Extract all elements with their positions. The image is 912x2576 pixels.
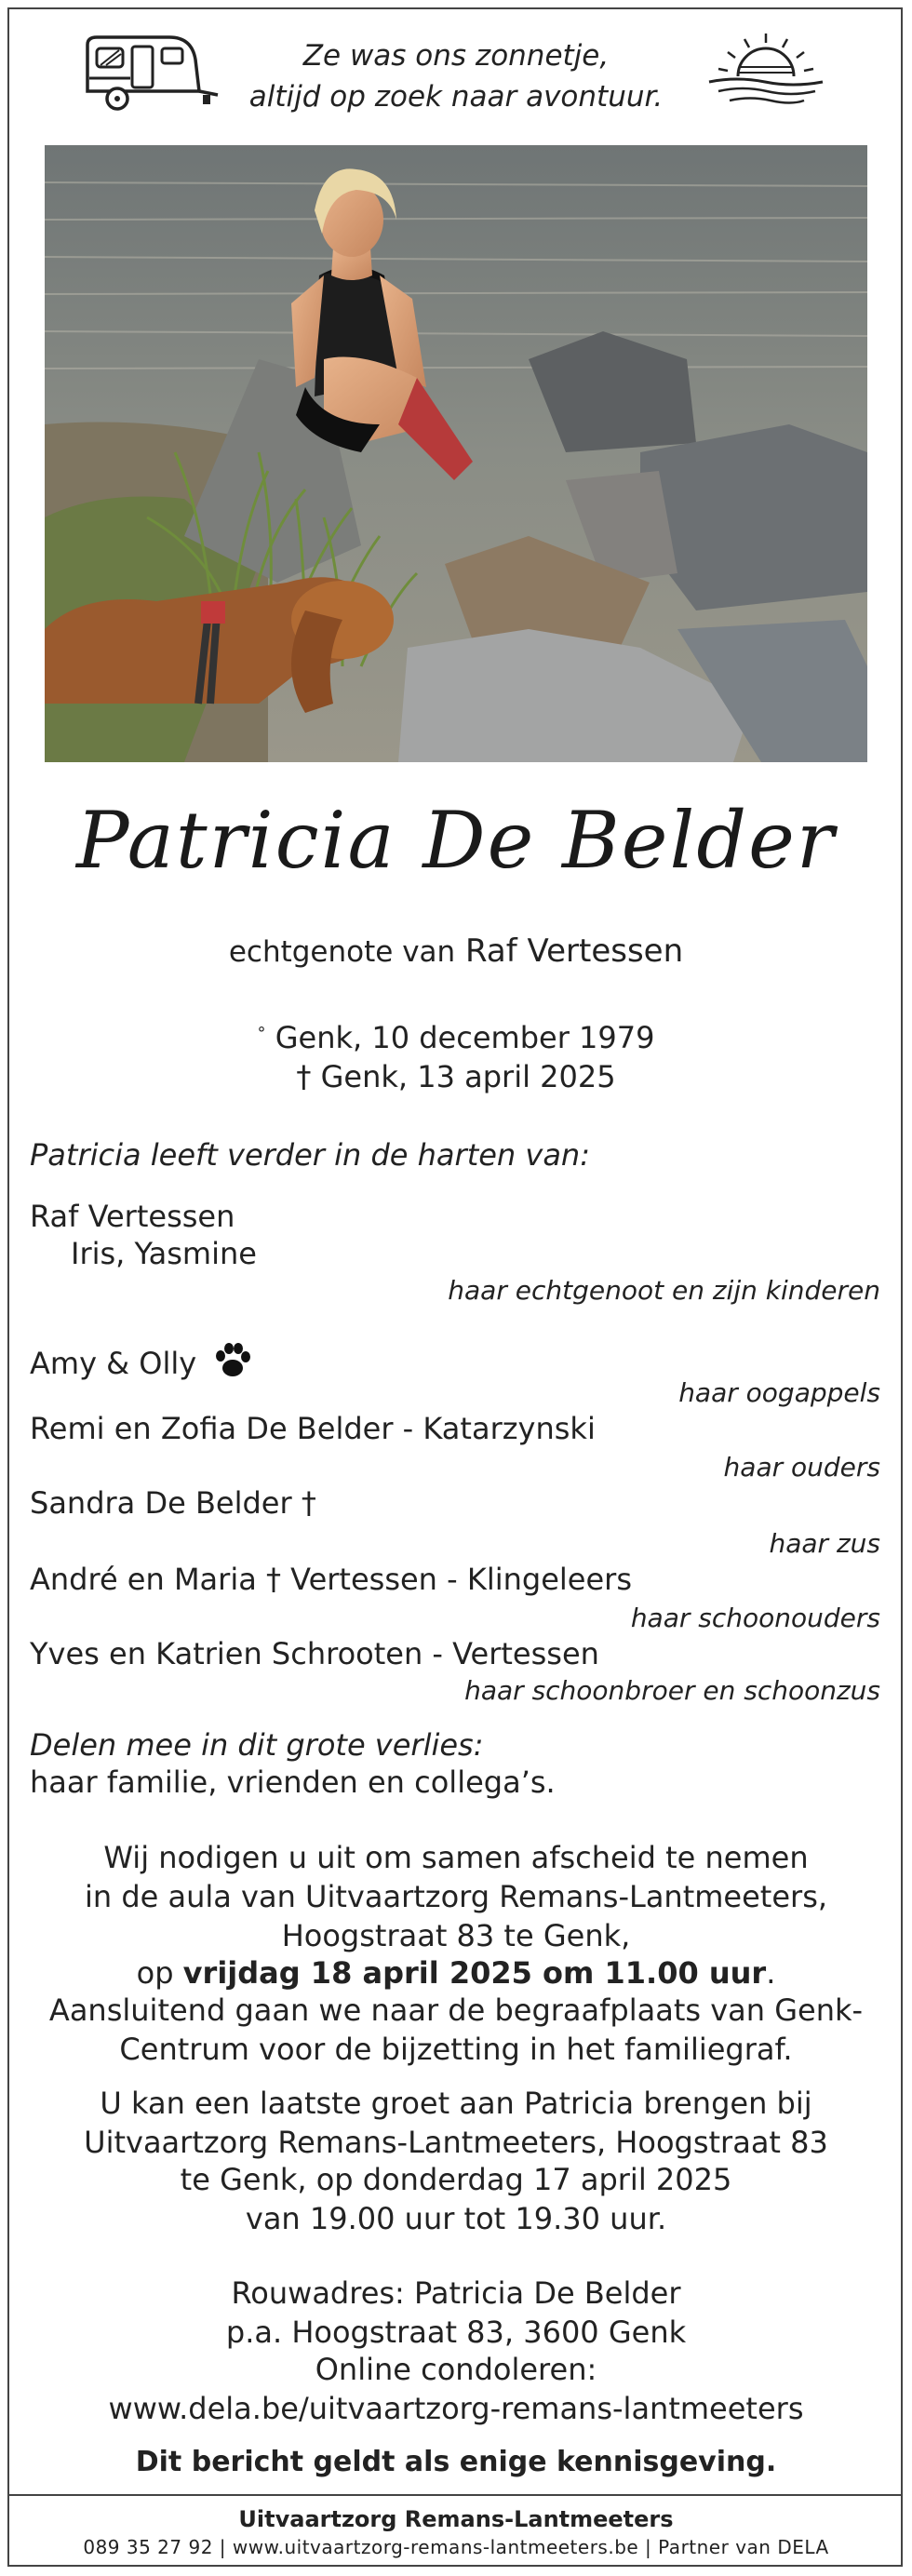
mourner-parents: Remi en Zofia De Belder - Katarzynski — [30, 1411, 596, 1446]
relation-1: haar echtgenoot en zijn kinderen — [448, 1275, 880, 1306]
spouse-label: echtgenote van — [228, 935, 456, 969]
birth-symbol: ° — [257, 1024, 266, 1043]
paw-icon — [211, 1340, 254, 1381]
mourner-raf: Raf Vertessen — [30, 1199, 235, 1234]
visit-line-4: van 19.00 uur tot 19.30 uur. — [245, 2201, 667, 2236]
mourner-kids: Iris, Yasmine — [71, 1236, 257, 1271]
footer-divider — [9, 2494, 903, 2496]
condolence-link[interactable]: www.dela.be/uitvaartzorg-remans-lantmeeters — [108, 2391, 804, 2426]
funeral-company: Uitvaartzorg Remans-Lantmeeters — [238, 2506, 674, 2532]
sunset-icon — [705, 30, 826, 114]
funeral-contact: 089 35 27 92 | www.uitvaartzorg-remans-lantmeeters.be | Partner van DELA — [83, 2536, 829, 2558]
ceremony-op: op — [136, 1955, 174, 1991]
birth-date: Genk, 10 december 1979 — [275, 1020, 655, 1055]
cross-icon: † — [296, 1059, 312, 1094]
motto-line-1: Ze was ons zonnetje, — [302, 39, 610, 73]
address-line-1: Rouwadres: Patricia De Belder — [231, 2275, 681, 2311]
ceremony-line-1: Wij nodigen u uit om samen afscheid te nemen — [103, 1840, 809, 1875]
notice-text: Dit bericht geldt als enige kennisgeving. — [135, 2446, 777, 2478]
mourner-sister-text: Sandra De Belder — [30, 1485, 292, 1521]
motto-line-2: altijd op zoek naar avontuur. — [248, 80, 664, 114]
share-intro: Delen mee in dit grote verlies: — [30, 1727, 484, 1763]
death-date: Genk, 13 april 2025 — [320, 1059, 616, 1094]
mourner-brother-in-law: Yves en Katrien Schrooten - Vertessen — [30, 1636, 599, 1671]
ceremony-line-2: in de aula van Uitvaartzorg Remans-Lantmeeters, — [84, 1879, 828, 1914]
birth-line — [0, 1020, 912, 1055]
ceremony-line-4 — [0, 1954, 912, 1992]
ceremony-dot: . — [766, 1955, 776, 1991]
mourner-inlaws-text: André en Maria — [30, 1562, 257, 1597]
share-text: haar familie, vrienden en collega’s. — [30, 1764, 556, 1800]
cross-icon: † — [301, 1485, 316, 1521]
relation-6: haar schoonbroer en schoonzus — [464, 1675, 880, 1706]
visit-line-1: U kan een laatste groet aan Patricia brengen bij — [100, 2086, 812, 2121]
address-line-3: Online condoleren: — [315, 2352, 597, 2387]
visit-line-3: te Genk, op donderdag 17 april 2025 — [180, 2162, 732, 2197]
relation-2: haar oogappels — [678, 1377, 880, 1408]
mourner-pets — [30, 1340, 254, 1381]
spouse-name: Raf Vertessen — [465, 932, 684, 970]
relation-5: haar schoonouders — [630, 1603, 880, 1633]
relation-3: haar ouders — [723, 1452, 880, 1483]
ceremony-line-6: Centrum voor de bijzetting in het familiegraf. — [119, 2032, 793, 2067]
portrait-photo — [45, 145, 867, 762]
mourner-pets-text: Amy & Olly — [30, 1346, 197, 1381]
mourners-intro: Patricia leeft verder in de harten van: — [30, 1137, 590, 1173]
mourner-inlaws-text-2: Vertessen - Klingeleers — [290, 1562, 632, 1597]
visit-line-2: Uitvaartzorg Remans-Lantmeeters, Hoogstraat 83 — [84, 2125, 828, 2160]
ceremony-line-3: Hoogstraat 83 te Genk, — [281, 1918, 631, 1953]
deceased-name: Patricia De Belder — [76, 795, 836, 886]
cross-icon: † — [265, 1562, 281, 1597]
mourner-inlaws — [30, 1562, 632, 1597]
address-line-2: p.a. Hoogstraat 83, 3600 Genk — [225, 2314, 687, 2350]
spouse-line — [0, 932, 912, 970]
mourner-sister — [30, 1485, 316, 1521]
ceremony-line-5: Aansluitend gaan we naar de begraafplaats van Genk- — [48, 1992, 864, 2028]
death-line — [0, 1059, 912, 1094]
relation-4: haar zus — [769, 1528, 880, 1559]
ceremony-date: vrijdag 18 april 2025 om 11.00 uur — [182, 1955, 767, 1991]
